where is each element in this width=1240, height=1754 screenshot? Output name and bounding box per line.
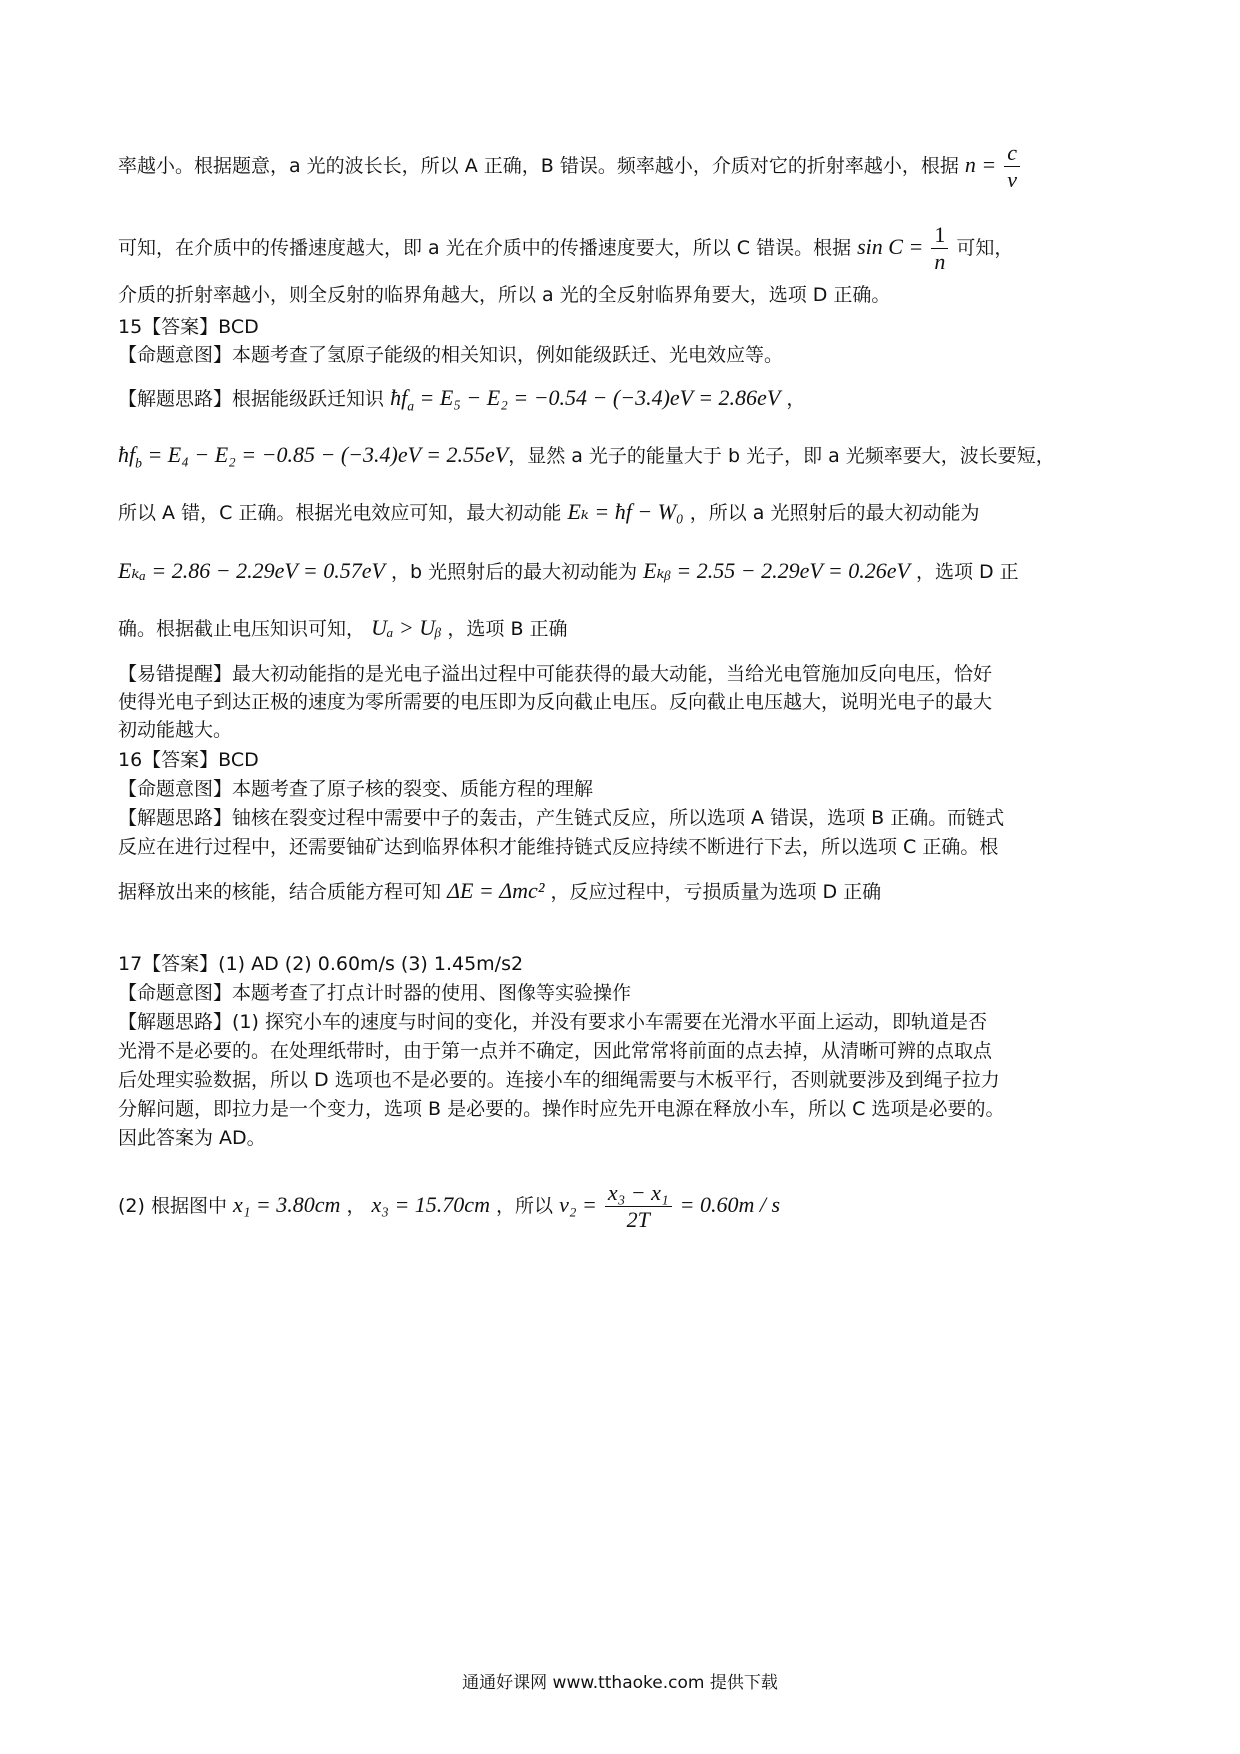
formula: sin C = (857, 234, 924, 259)
formula: x₃ = 15.70cm (371, 1192, 490, 1217)
paragraph-text: 可知，在介质中的传播速度越大，即 a 光在介质中的传播速度要大，所以 C 错误。根据 (118, 237, 852, 259)
text-line (118, 877, 1128, 906)
solution-line: 分解问题，即拉力是一个变力，选项 B 是必要的。操作时应先开电源在释放小车，所以 C 选项是必要的。 (118, 1098, 1005, 1120)
numerator: 1 (931, 222, 948, 249)
tip-line: 初动能越大。 (118, 719, 233, 741)
text-line (118, 140, 1128, 193)
paragraph-text: ，选项 B 正确 (447, 618, 568, 640)
intent-line: 【命题意图】本题考查了原子核的裂变、质能方程的理解 (118, 778, 594, 800)
denominator: v (1007, 167, 1018, 192)
paragraph-text: 所以 A 错，C 正确。根据光电效应可知，最大初动能 (118, 502, 562, 524)
text-line (118, 222, 1128, 275)
denominator: 2T (626, 1207, 650, 1232)
formula: n = (964, 152, 997, 177)
formula: x₁ = 3.80cm (233, 1192, 341, 1217)
formula: $ħf_b = E_4 - E_2 = -0.85 - (-3.4)eV = 2.55eV$ (118, 442, 509, 471)
paragraph-text: ， (786, 388, 806, 410)
formula: Uₐ > Uᵦ (371, 615, 442, 640)
formula: $ħf_a = E_5 - E_2 = -0.54 - (-3.4)eV = 2.86eV$ (390, 385, 781, 414)
paragraph-text: ，显然 a 光子的能量大于 b 光子，即 a 光频率要大，波长要短， (508, 445, 1055, 467)
solution-line: 反应在进行过程中，还需要铀矿达到临界体积才能维持链式反应持续不断进行下去，所以选项 C 正确。根 (118, 836, 999, 858)
formula: Eₖₐ = 2.86 − 2.29eV = 0.57eV (118, 558, 385, 583)
text-line (118, 1180, 1128, 1233)
denominator: n (934, 249, 946, 274)
formula: ΔE = Δmc² (447, 878, 545, 903)
text-line (118, 384, 1128, 420)
paragraph-text: (2) 根据图中 (118, 1195, 227, 1217)
intent-line: 【命题意图】本题考查了打点计时器的使用、图像等实验操作 (118, 982, 632, 1004)
intent-line: 【命题意图】本题考查了氢原子能级的相关知识，例如能级跃迁、光电效应等。 (118, 344, 784, 366)
solution-line: 后处理实验数据，所以 D 选项也不是必要的。连接小车的细绳需要与木板平行，否则就要涉及到绳子拉力 (118, 1069, 1000, 1091)
tip-line: 【易错提醒】最大初动能指的是光电子溢出过程中可能获得的最大动能，当给光电管施加反向电压，恰好 (118, 663, 993, 685)
paragraph-text: 确。根据截止电压知识可知， (118, 618, 366, 640)
paragraph-text: 可知， (956, 237, 1014, 259)
text-line (118, 557, 1128, 586)
paragraph-text: 【解题思路】根据能级跃迁知识 (118, 388, 385, 410)
formula: = 0.60m / s (679, 1192, 781, 1217)
solution-line: 【解题思路】(1) 探究小车的速度与时间的变化，并没有要求小车需要在光滑水平面上运动，即轨道是否 (118, 1011, 987, 1033)
formula: v₂ = (559, 1192, 597, 1217)
fraction (1004, 140, 1020, 193)
paragraph-text: ，所以 a 光照射后的最大初动能为 (689, 502, 980, 524)
paragraph-text: ，选项 D 正 (915, 561, 1019, 583)
paragraph-text: ，反应过程中，亏损质量为选项 D 正确 (550, 881, 882, 903)
text-line: 介质的折射率越小，则全反射的临界角越大，所以 a 光的全反射临界角要大，选项 D 正确。 (118, 284, 891, 306)
paragraph-text: 率越小。根据题意，a 光的波长长，所以 A 正确，B 错误。频率越小，介质对它的折射率越小，根据 (118, 155, 959, 177)
solution-line: 【解题思路】铀核在裂变过程中需要中子的轰击，产生链式反应，所以选项 A 错误，选项 B 正确。而链式 (118, 807, 1005, 829)
paragraph-text: 据释放出来的核能，结合质能方程可知 (118, 881, 442, 903)
paragraph-text: ， (346, 1195, 366, 1217)
paragraph-text: ，所以 (496, 1195, 554, 1217)
answer-heading: 16【答案】BCD (118, 749, 259, 771)
fraction (931, 222, 948, 275)
formula: Eₖ = ħf − W₀ (567, 499, 684, 524)
answer-heading: 15【答案】BCD (118, 316, 259, 338)
paragraph-text: ，b 光照射后的最大初动能为 (391, 561, 638, 583)
formula: Eₖᵦ = 2.55 − 2.29eV = 0.26eV (643, 558, 910, 583)
text-line (118, 614, 1128, 643)
solution-line: 光滑不是必要的。在处理纸带时，由于第一点并不确定，因此常常将前面的点去掉，从清晰可辨的点取点 (118, 1040, 993, 1062)
page-footer: 通通好课网 www.tthaoke.com 提供下载 (462, 1673, 778, 1693)
tip-line: 使得光电子到达正极的速度为零所需要的电压即为反向截止电压。反向截止电压越大，说明光电子的最大 (118, 691, 993, 713)
numerator: c (1004, 140, 1020, 167)
fraction (605, 1180, 672, 1233)
solution-line: 因此答案为 AD。 (118, 1127, 266, 1149)
answer-heading: 17【答案】(1) AD (2) 0.60m/s (3) 1.45m/s2 (118, 953, 524, 975)
text-line (118, 441, 1128, 477)
numerator: x₃ − x₁ (605, 1180, 672, 1207)
text-line (118, 498, 1128, 527)
